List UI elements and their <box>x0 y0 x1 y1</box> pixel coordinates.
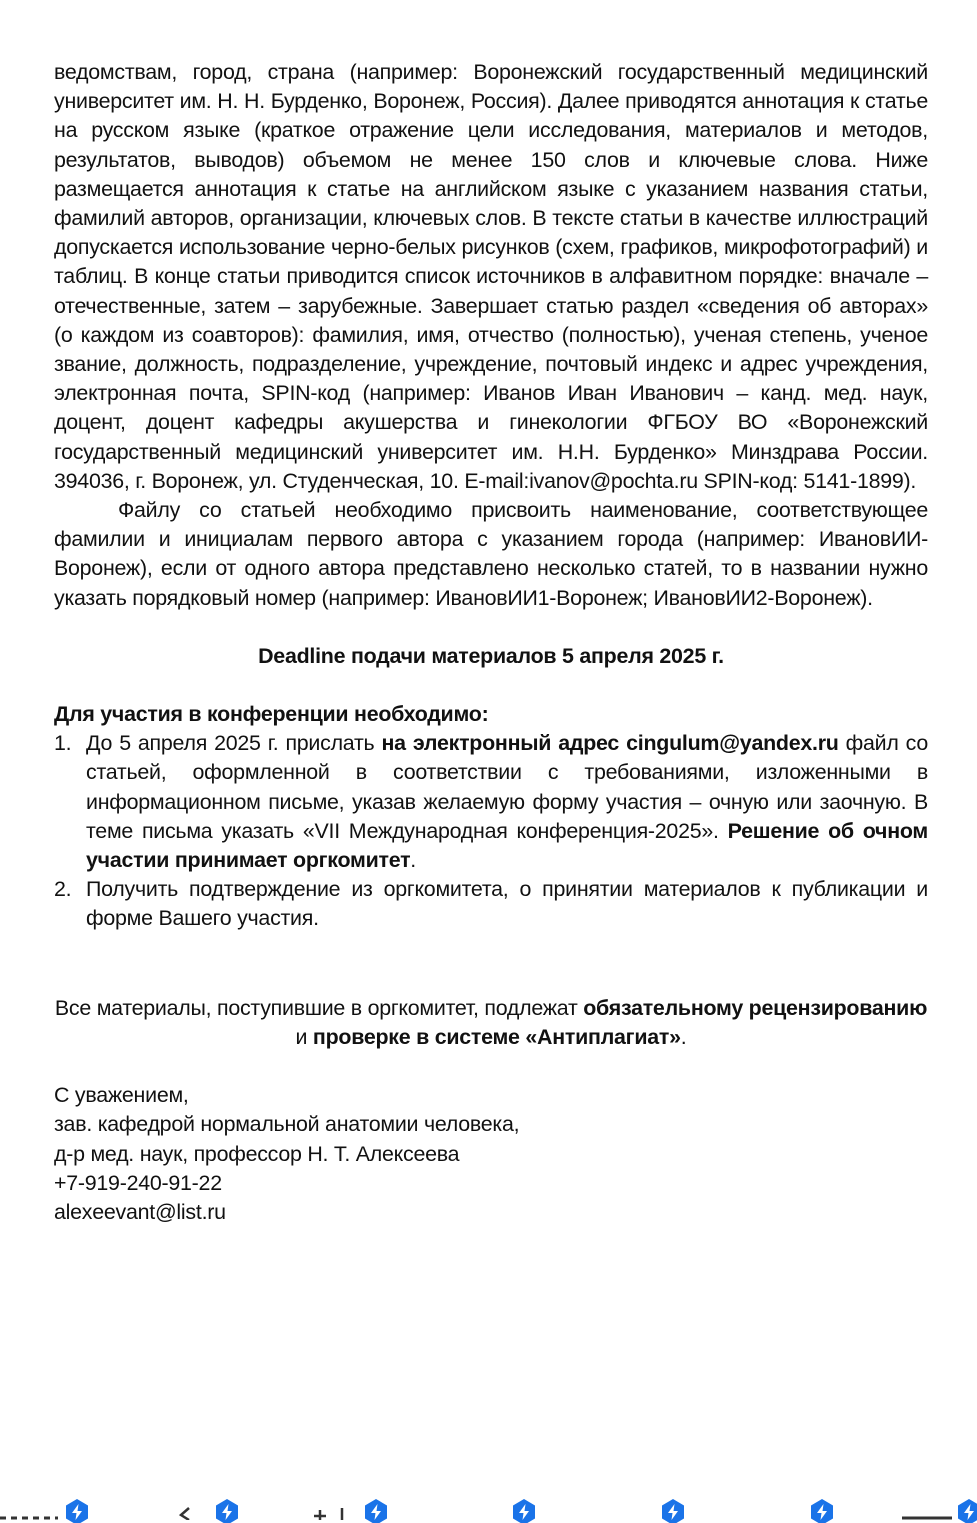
requirements-paragraph: ведомствам, город, страна (например: Воронежский государственный медицинский университет им. Н. Н. Бурденко, Воронеж, Россия). Далее приводятся аннотация к статье на русском языке (краткое отражение цели исследования, материалов и методов, результатов, выводов) объемом не менее 150 слов и ключевые слова. Ниже размещается аннотация к статье на английском языке с указанием названия статьи, фамилий авторов, организации, ключевых слов. В тексте статьи в качестве иллюстраций допускается использование черно-белых рисунков (схем, графиков, микрофотографий) и таблиц. В конце статьи приводится список источников в алфавитном порядке: вначале – отечественные, затем – зарубежные. Завершает статью раздел «сведения об авторах» (о каждом из соавторов): фамилия, имя, отчество (полностью), ученая степень, ученое звание, должность, подразделение, учреждение, почтовый индекс и адрес учреждения, электронная почта, SPIN-код (например: Иванов Иван Иванович – канд. мед. наук, доцент, доцент кафедры акушерства и гинекологии ФГБОУ ВО «Воронежский государственный медицинский университет им. Н.Н. Бурденко» Минздрава России. 394036, г. Воронеж, ул. Студенческая, 10. E-mail:ivanov@pochta.ru SPIN-код: 5141-1899). <box>54 60 928 493</box>
list-item <box>54 729 928 875</box>
participation-title: Для участия в конференции необходимо: <box>54 702 489 727</box>
signature-block <box>54 1081 928 1227</box>
lightning-badge-icon[interactable] <box>659 1498 687 1523</box>
chevron-left-icon <box>175 1506 193 1520</box>
list-item-number: 1. <box>54 731 72 756</box>
lightning-badge-icon[interactable] <box>362 1498 390 1523</box>
solid-line-icon <box>902 1506 954 1520</box>
list-item-text: До 5 апреля 2025 г. прислать <box>86 731 382 756</box>
file-naming-paragraph: Файлу со статьей необходимо присвоить наименование, соответствующее фамилии и инициалам первого автора с указанием города (например: ИвановИИ-Воронеж), если от одного автора представлено несколько статей, то в названии нужно указать порядковый номер (например: ИвановИИ1-Воронеж; ИвановИИ2-Воронеж). <box>54 498 928 610</box>
lightning-badge-icon[interactable] <box>63 1498 91 1523</box>
participation-steps <box>54 729 928 933</box>
review-notice <box>54 994 928 1052</box>
notice-review: обязательному рецензированию <box>583 995 928 1020</box>
signature-greeting: С уважением, <box>54 1083 189 1108</box>
committee-decision: Решение об очном участии принимает оргкомитет <box>86 818 928 873</box>
dashed-line-icon <box>0 1506 60 1520</box>
notice-text: Все материалы, поступившие в оргкомитет, подлежат <box>54 995 584 1020</box>
plus-marks-icon <box>312 1506 352 1520</box>
signature-name: д-р мед. наук, профессор Н. Т. Алексеева <box>54 1141 460 1166</box>
list-item-text: файл со статьей, оформленной в соответствии с требованиями, изложенными в информационном письме, указав желаемую форму участия – очную или заочную. В теме письма указать «VII Международная конференция-2025». <box>86 731 929 843</box>
notice-text: . <box>680 1024 687 1049</box>
signature-phone: +7-919-240-91-22 <box>54 1170 222 1195</box>
notice-text: и <box>295 1024 313 1049</box>
bottom-toolbar <box>0 1494 977 1523</box>
signature-email: alexeevant@list.ru <box>54 1199 226 1224</box>
document-page <box>54 58 928 1227</box>
lightning-badge-icon[interactable] <box>510 1498 538 1523</box>
lightning-badge-icon[interactable] <box>955 1498 977 1523</box>
submission-email: на электронный адрес cingulum@yandex.ru <box>381 731 839 756</box>
list-item <box>54 875 928 933</box>
list-item-text: Получить подтверждение из оргкомитета, о принятии материалов к публикации и форме Вашего участия. <box>86 877 928 931</box>
notice-antiplagiat: проверке в системе «Антиплагиат» <box>312 1024 681 1049</box>
signature-position: зав. кафедрой нормальной анатомии человека, <box>54 1112 520 1137</box>
list-item-text: . <box>410 848 416 873</box>
list-item-number: 2. <box>54 877 72 902</box>
lightning-badge-icon[interactable] <box>213 1498 241 1523</box>
lightning-badge-icon[interactable] <box>808 1498 836 1523</box>
deadline-heading: Deadline подачи материалов 5 апреля 2025 г. <box>258 643 724 668</box>
